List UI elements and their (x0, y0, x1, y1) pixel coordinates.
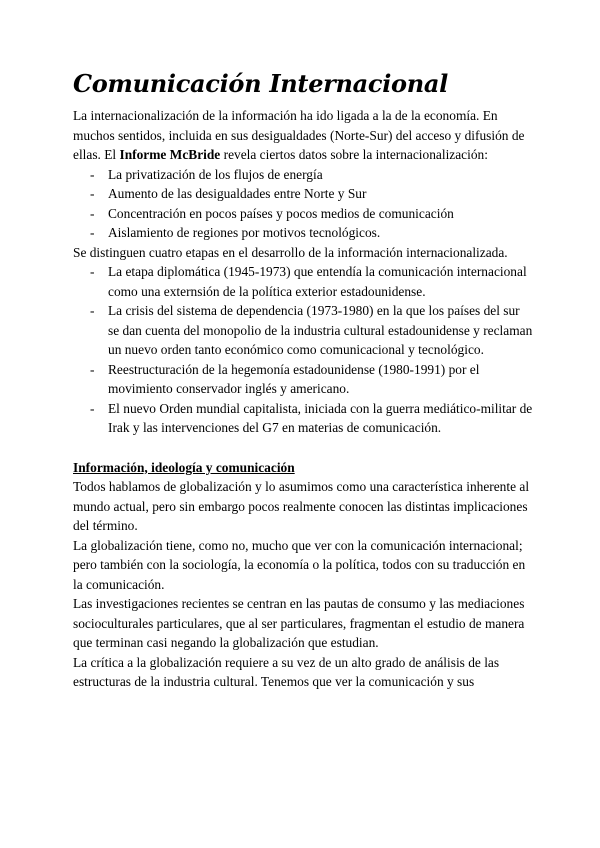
list-item-text: La etapa diplomática (1945-1973) que entendía la comunicación internacional como una externsión de la política exterior estadounidense. (108, 264, 527, 299)
list-item (73, 262, 533, 301)
list-item-text: La privatización de los flujos de energía (108, 166, 323, 182)
list-item (73, 204, 533, 224)
list-item-text: Aumento de las desigualdades entre Norte y Sur (108, 186, 367, 201)
list-item-text: Concentración en pocos países y pocos medios de comunicación (108, 205, 454, 221)
intro-paragraph (73, 106, 533, 165)
body-paragraph: La crítica a la globalización requiere a su vez de un alto grado de análisis de las estructuras de la industria cultural. Tenemos que ver la comunicación y sus (73, 654, 500, 689)
stages-intro-paragraph: Se distinguen cuatro etapas en el desarrollo de la información internacionalizada. (73, 244, 508, 260)
document-body (73, 70, 533, 692)
dash-bullet: - (90, 205, 95, 221)
dash-bullet: - (90, 303, 95, 318)
internationalization-list (73, 165, 533, 243)
dash-bullet: - (90, 186, 95, 201)
informe-mcbride-bold: Informe McBride (119, 147, 221, 162)
dash-bullet: - (90, 361, 95, 377)
body-paragraph: Las investigaciones recientes se centran en las pautas de consumo y las mediaciones socioculturales particulares, que al ser particulares, fragmentan el estudio de manera que terminan casi negando la globalización que estudian. (73, 596, 525, 650)
intro-text-start: La internacionalización de la información ha ido ligada a la de la economía. En muchos sentidos, incluida en sus desigualdades (Norte-Sur) del acceso y difusión de ellas. El (73, 108, 525, 162)
dash-bullet: - (90, 264, 95, 279)
list-item (73, 165, 533, 185)
list-item (73, 301, 533, 360)
intro-text-end: revela ciertos datos sobre la internacionalización: (220, 147, 488, 162)
dash-bullet: - (90, 225, 95, 240)
dash-bullet: - (90, 166, 95, 182)
body-paragraph: La globalización tiene, como no, mucho que ver con la comunicación internacional; pero también con la sociología, la economía o la política, todos con su traducción en la comunicación. (73, 537, 526, 592)
list-item (73, 184, 533, 204)
list-item (73, 399, 533, 438)
section-heading: Información, ideología y comunicación (73, 459, 295, 475)
body-paragraph: Todos hablamos de globalización y lo asumimos como una característica inherente al mundo actual, pero sin embargo pocos realmente conocen las distintas implicaciones del término. (73, 479, 530, 533)
stages-list (73, 262, 533, 438)
dash-bullet: - (90, 400, 95, 416)
list-item-text: Reestructuración de la hegemonía estadounidense (1980-1991) por el movimiento conservador inglés y americano. (108, 361, 480, 396)
list-item (73, 360, 533, 399)
list-item-text: El nuevo Orden mundial capitalista, iniciada con la guerra mediático-militar de Irak y las intervenciones del G7 en materias de comunicación. (108, 400, 533, 435)
list-item-text: La crisis del sistema de dependencia (1973-1980) en la que los países del sur se dan cuenta del monopolio de la industria cultural estadounidense y reclaman un nuevo orden tanto económico como comunicacional y tecnológico. (108, 303, 533, 357)
list-item-text: Aislamiento de regiones por motivos tecnológicos. (108, 225, 381, 240)
list-item (73, 223, 533, 243)
document-title: Comunicación Internacional (73, 69, 448, 98)
